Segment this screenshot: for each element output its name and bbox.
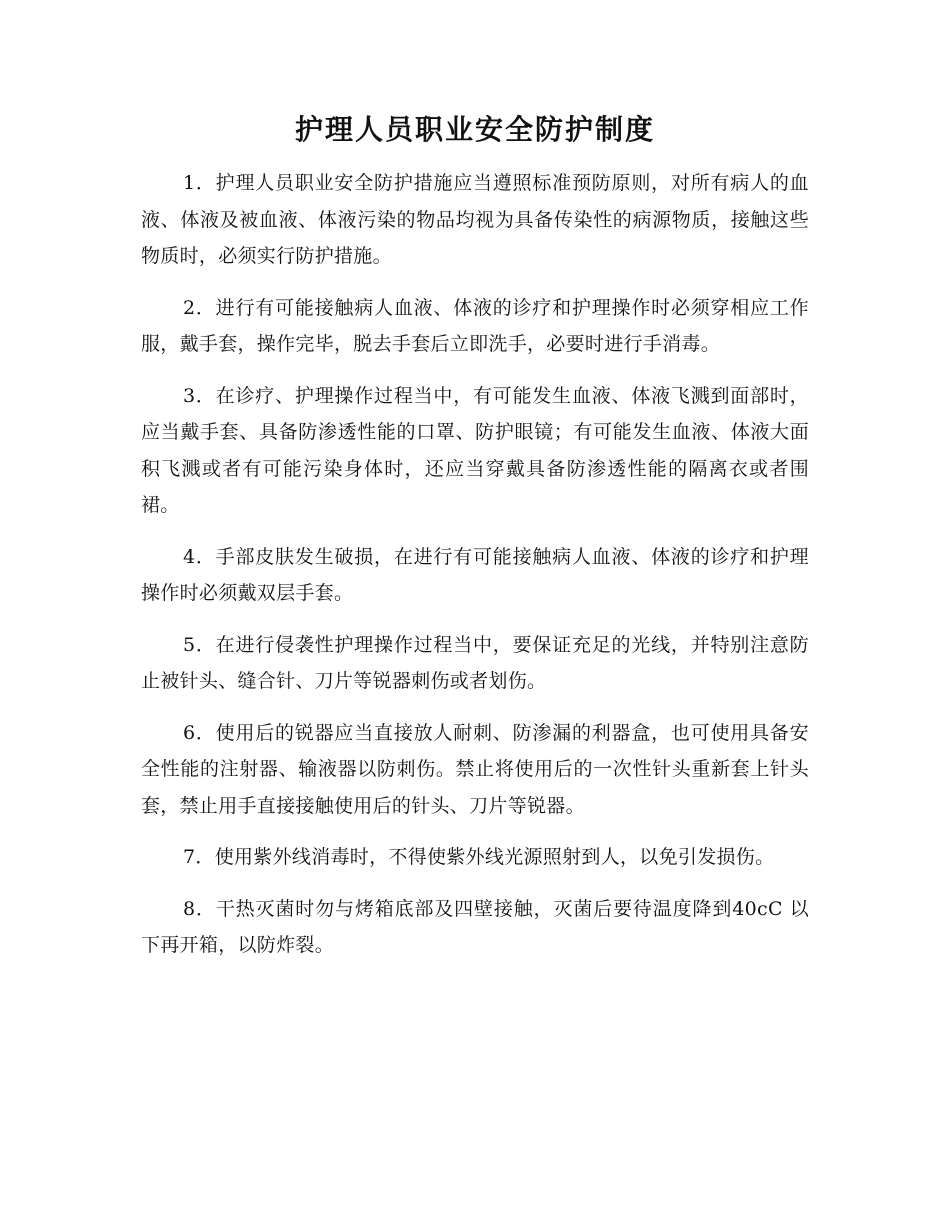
paragraph-1: 1．护理人员职业安全防护措施应当遵照标准预防原则，对所有病人的血液、体液及被血液、体液污染的物品均视为具备传染性的病源物质，接触这些物质时，必须实行防护措施。 <box>141 172 809 267</box>
paragraph-4: 4．手部皮肤发生破损，在进行有可能接触病人血液、体液的诊疗和护理操作时必须戴双层手套。 <box>141 545 809 604</box>
paragraph-5: 5．在进行侵袭性护理操作过程当中，要保证充足的光线，并特别注意防止被针头、缝合针、刀片等锐器刺伤或者划伤。 <box>141 633 809 692</box>
paragraph-3: 3．在诊疗、护理操作过程当中，有可能发生血液、体液飞溅到面部时，应当戴手套、具备防渗透性能的口罩、防护眼镜；有可能发生血液、体液大面积飞溅或者有可能污染身体时，还应当穿戴具备防渗透性能的隔离衣或者围裙。 <box>141 384 809 516</box>
paragraph-2: 2．进行有可能接触病人血液、体液的诊疗和护理操作时必须穿相应工作服，戴手套，操作完毕，脱去手套后立即洗手，必要时进行手消毒。 <box>141 296 809 355</box>
paragraph-6: 6．使用后的锐器应当直接放人耐刺、防渗漏的利器盒，也可使用具备安全性能的注射器、输液器以防刺伤。禁止将使用后的一次性针头重新套上针头套，禁止用手直接接触使用后的针头、刀片等锐器。 <box>141 721 809 817</box>
document-body <box>141 165 809 979</box>
document-title: 护理人员职业安全防护制度 <box>294 113 655 146</box>
paragraph-8: 8．干热灭菌时勿与烤箱底部及四壁接触，灭菌后要待温度降到40cC 以下再开箱，以防炸裂。 <box>141 897 809 956</box>
paragraph-7: 7．使用紫外线消毒时，不得使紫外线光源照射到人，以免引发损伤。 <box>183 846 775 868</box>
